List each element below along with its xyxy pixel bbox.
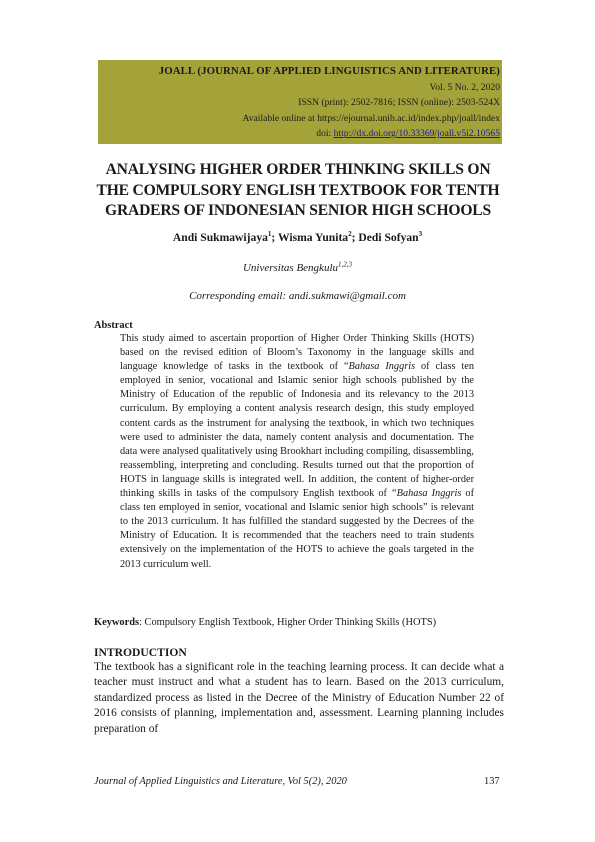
author-separator: ; xyxy=(351,231,359,244)
abstract-heading: Abstract xyxy=(94,320,133,331)
abstract-italic: Bahasa Inggris xyxy=(348,361,416,373)
abstract-part: This study aimed to ascertain proportion of Higher Order Thinking Skills (HOTS) based on the revised edition of Bloom’s Taxonomy in the language skills and language knowledge of tasks in the textbook of “ xyxy=(120,333,474,373)
title-line: GRADERS OF INDONESIAN SENIOR HIGH SCHOOLS xyxy=(105,202,491,219)
journal-header xyxy=(98,60,502,144)
author-index: 3 xyxy=(418,230,423,239)
keywords-text: : Compulsory English Textbook, Higher Order Thinking Skills (HOTS) xyxy=(139,617,437,628)
author-name: Andi Sukmawijaya xyxy=(172,231,268,244)
doi-prefix: doi: xyxy=(316,128,334,139)
availability-line xyxy=(98,111,500,127)
keywords-label: Keywords xyxy=(94,617,140,628)
corresponding-email: Corresponding email: andi.sukmawi@gmail.com xyxy=(189,290,406,302)
title-line: ANALYSING HIGHER ORDER THINKING SKILLS ON xyxy=(105,161,491,178)
abstract-part: of class ten employed in senior, vocational and Islamic senior high schools published by the Ministry of Education of the republic of Indonesia and its relevancy to the 2013 curriculum. By employing a content analysis research design, this study employed content cards as the instrument for analysing the textbook, in which two techniques were used to administer the data, namely content analysis and documentation. The data were analysed qualitatively using Brookhart including compiling, disassembling, reassembling, interpreting and concluding. Results turned out that the proportion of HOTS in language skills is integrated well. In addition, the content of higher-order thinking skills in tasks of the compulsory English textbook of xyxy=(120,361,474,500)
volume-info: Vol. 5 No. 2, 2020 xyxy=(429,81,500,93)
abstract-text xyxy=(120,332,474,572)
abstract-part: of class ten employed in senior, vocational and Islamic senior high schools” is relevant to the 2013 curriculum. It has fulfilled the standard suggested by the Decrees of the Ministry of Education. It is recommended that the teachers need to train students extensively on the implementation of the HOTS to achieve the goals targeted in the 2013 curriculum well. xyxy=(120,488,474,570)
introduction-heading: INTRODUCTION xyxy=(94,646,187,659)
availability-prefix: Available online at xyxy=(242,112,318,124)
page-number: 137 xyxy=(484,776,500,787)
footer-journal: Journal of Applied Linguistics and Literature, Vol 5(2), 2020 xyxy=(94,776,347,787)
title-line: THE COMPULSORY ENGLISH TEXTBOOK FOR TENTH xyxy=(96,181,500,199)
author-name: Wisma Yunita xyxy=(277,231,349,244)
journal-url[interactable]: https://ejournal.unib.ac.id/index.php/joall/index xyxy=(317,112,500,124)
doi-link[interactable]: http://dx.doi.org/10.33369/joall.v5i2.10565 xyxy=(333,128,500,139)
introduction-text: The textbook has a significant role in the teaching learning process. It can decide what a teacher must instruct and what a student has to learn. Based on the 2013 curriculum, standardized process as listed in the Decree of the Ministry of Education Number 22 of 2016 consists of planning, implementation and, assessment. Learning planning includes preparation of xyxy=(94,661,504,735)
author-index: 1 xyxy=(267,230,272,239)
issn-info: ISSN (print): 2502-7816; ISSN (online): 2503-524X xyxy=(298,97,500,108)
author-separator: ; xyxy=(271,231,278,244)
abstract-italic: “Bahasa Inggris xyxy=(390,488,462,500)
affiliation-index: 1,2,3 xyxy=(338,260,352,269)
keywords xyxy=(94,617,514,628)
paper-title xyxy=(88,160,508,222)
doi-line xyxy=(98,126,500,142)
affiliation xyxy=(0,262,595,274)
author-index: 2 xyxy=(348,230,352,239)
author-name: Dedi Sofyan xyxy=(358,231,419,244)
affiliation-name: Universitas Bengkulu xyxy=(242,262,338,274)
journal-name: JOALL (JOURNAL OF APPLIED LINGUISTICS AND LITERATURE) xyxy=(158,65,500,77)
author-list xyxy=(0,231,595,244)
